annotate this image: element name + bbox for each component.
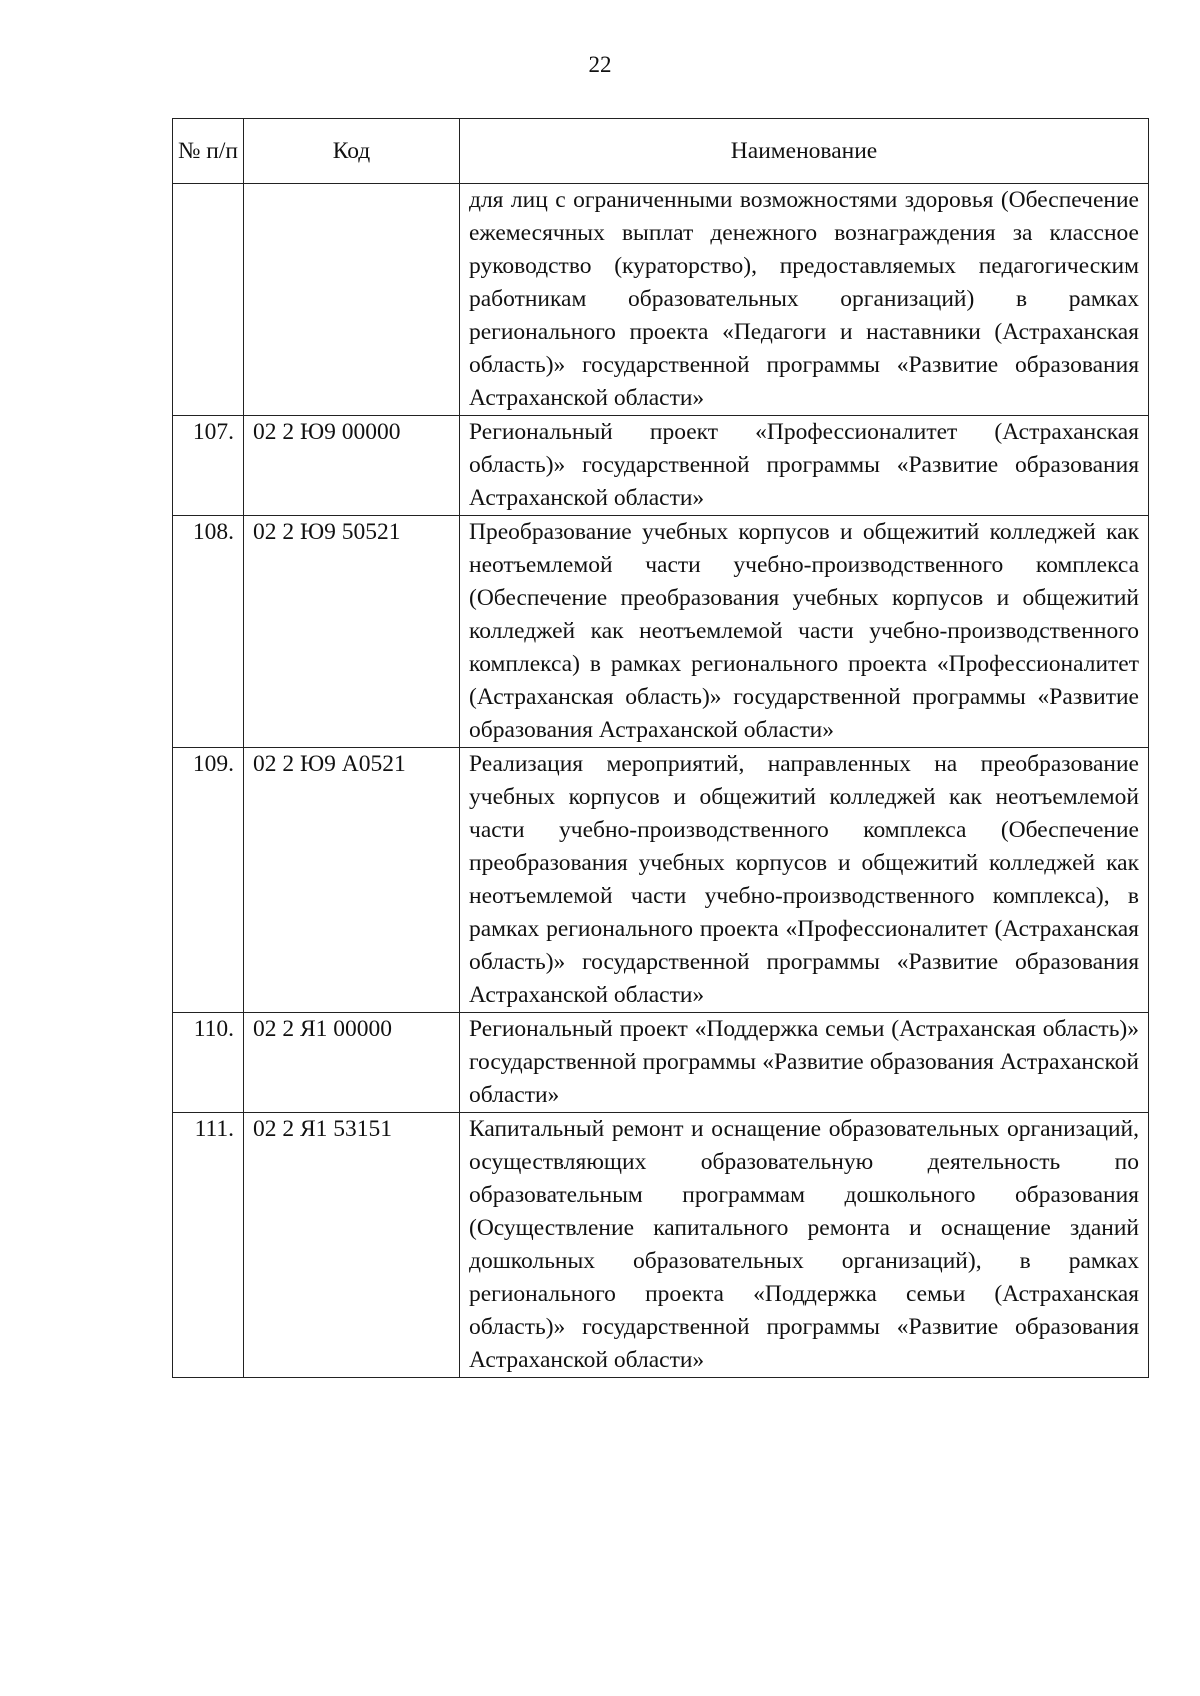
row-num: 110.	[173, 1013, 244, 1113]
row-name: Региональный проект «Профессионалитет (Астраханская область)» государственной программы «Развитие образования Астраханской области»	[460, 416, 1149, 516]
row-name: Преобразование учебных корпусов и общежитий колледжей как неотъемлемой части учебно-производственного комплекса (Обеспечение преобразования учебных корпусов и общежитий колледжей как неотъемлемой части учебно-производственного комплекса) в рамках регионального проекта «Профессионалитет (Астраханская область)» государственной программы «Развитие образования Астраханской области»	[460, 516, 1149, 748]
row-num: 108.	[173, 516, 244, 748]
header-name: Наименование	[460, 119, 1149, 184]
row-name: Региональный проект «Поддержка семьи (Астраханская область)» государственной программы «Развитие образования Астраханской области»	[460, 1013, 1149, 1113]
row-code: 02 2 Я1 53151	[244, 1113, 460, 1378]
row-num: 107.	[173, 416, 244, 516]
table-row	[173, 184, 1149, 416]
budget-classification-table	[172, 118, 1149, 1378]
table-header-row	[173, 119, 1149, 184]
table-row	[173, 1013, 1149, 1113]
row-name: Капитальный ремонт и оснащение образовательных организаций, осуществляющих образовательную деятельность по образовательным программам дошкольного образования (Осуществление капитального ремонта и оснащение зданий дошкольных образовательных организаций), в рамках регионального проекта «Поддержка семьи (Астраханская область)» государственной программы «Развитие образования Астраханской области»	[460, 1113, 1149, 1378]
page-number: 22	[588, 52, 612, 77]
row-name: для лиц с ограниченными возможностями здоровья (Обеспечение ежемесячных выплат денежного вознаграждения за классное руководство (кураторство), предоставляемых педагогическим работникам образовательных организаций) в рамках регионального проекта «Педагоги и наставники (Астраханская область)» государственной программы «Развитие образования Астраханской области»	[460, 184, 1149, 416]
row-num	[173, 184, 244, 416]
table-row	[173, 516, 1149, 748]
header-num: № п/п	[173, 119, 244, 184]
row-num: 111.	[173, 1113, 244, 1378]
row-num: 109.	[173, 748, 244, 1013]
row-code: 02 2 Ю9 А0521	[244, 748, 460, 1013]
row-code: 02 2 Я1 00000	[244, 1013, 460, 1113]
table-row	[173, 748, 1149, 1013]
table-row	[173, 1113, 1149, 1378]
row-code: 02 2 Ю9 50521	[244, 516, 460, 748]
header-code: Код	[244, 119, 460, 184]
row-code: 02 2 Ю9 00000	[244, 416, 460, 516]
table-row	[173, 416, 1149, 516]
row-name: Реализация мероприятий, направленных на преобразование учебных корпусов и общежитий колледжей как неотъемлемой части учебно-производственного комплекса (Обеспечение преобразования учебных корпусов и общежитий колледжей как неотъемлемой части учебно-производственного комплекса), в рамках регионального проекта «Профессионалитет (Астраханская область)» государственной программы «Развитие образования Астраханской области»	[460, 748, 1149, 1013]
row-code	[244, 184, 460, 416]
